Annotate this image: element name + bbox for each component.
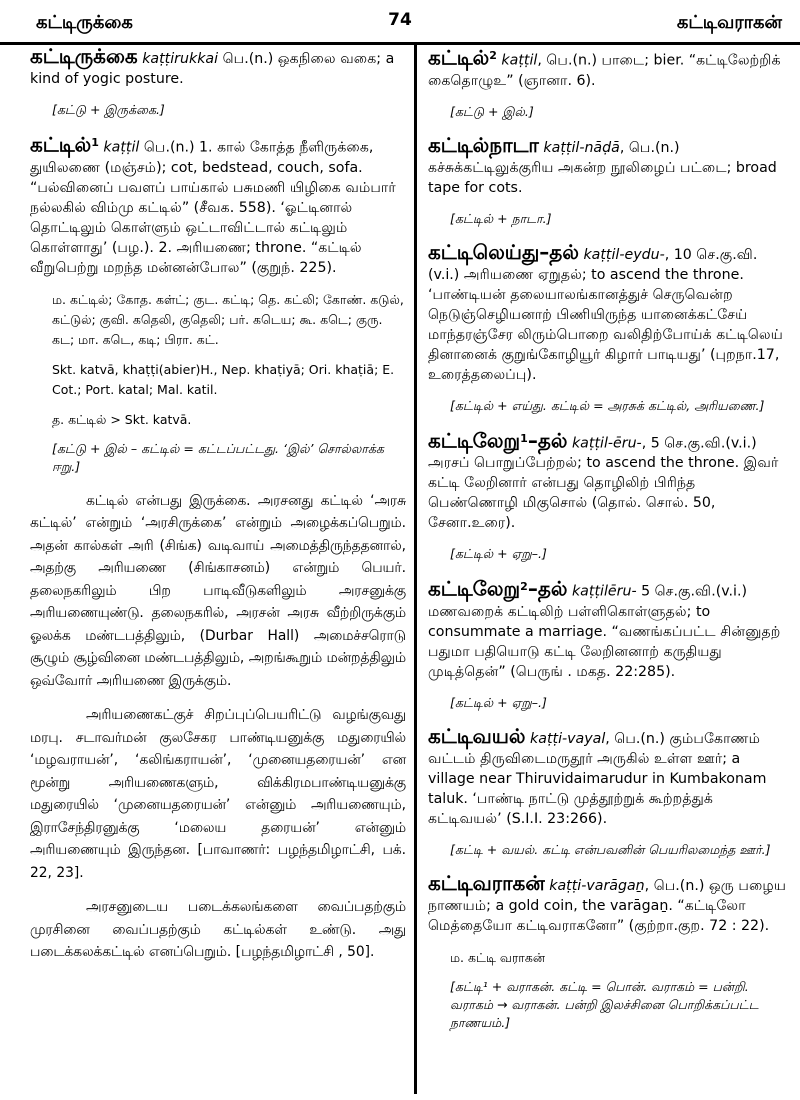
entry-kattilnada	[428, 132, 786, 198]
definition: , பெ.(n.) பாடை; bier. “கட்டிலேற்றிக் கைதொழுஉ” (ஞானா. 6).	[428, 52, 781, 89]
etymology: [கட்டு + இல்.]	[450, 103, 534, 119]
headword: கட்டிவயல்	[428, 724, 526, 749]
cognates: ம. கட்டி வராகன்	[450, 950, 545, 966]
definition: , பெ.(n.) கச்சுக்கட்டிலுக்குரிய அகன்ற நூலிழைப் பட்டை; broad tape for cots.	[428, 139, 777, 196]
entry-kattirukkai	[30, 46, 406, 89]
transliteration: kaṭṭil-eydu-	[583, 246, 665, 263]
etymology: [கட்டில் + எய்து. கட்டில் = அரசுக் கட்டில், அரியணை.]	[450, 397, 765, 413]
headword: கட்டிருக்கை	[30, 44, 138, 68]
note-paragraph-3: அரசனுடைய படைக்கலங்களை வைப்பதற்கும் முரசினை வைப்பதற்கும் கட்டில்கள் உண்டு. அது படைக்கலக்கட்டில் எனப்பெறும். [பழந்தமிழாட்சி , 50].	[30, 899, 406, 961]
headword-suffix: –தல்	[527, 577, 568, 602]
borrowing-note: த. கட்டில் > Skt. katvā.	[52, 411, 192, 427]
transliteration: kaṭṭirukkai	[142, 51, 219, 67]
etymology: [கட்டில் + ஏறு–.]	[450, 546, 547, 562]
etymology: [கட்டில் + ஏறு–.]	[450, 695, 547, 711]
cognates-indo-aryan: Skt. katvā, khaṭṭi(abier)H., Nep. khaṭiyā; Ori. khaṭiā; E. Cot.; Port. katal; Mal. katil.	[52, 361, 395, 397]
definition: பெ.(n.) 1. கால் கோத்த நீளிருக்கை, துயிலணை (மஞ்சம்); cot, bedstead, couch, sofa. “பல்வினைப் பவளப் பாய்கால் பசுமணி யிழிகை வம்பார் நல்லகில் விம்மு கட்டில்” (சீவக. 558). ‘ஓட்டினால் தொட்டிலும் கொள்ளும் ஒட்டாவிட்டால் கட்டிலும் கொள்ளாது’ (பழ.). 2. அரியணை; throne. “கட்டில் வீறுபெற்று மறந்த மன்னன்போல” (குறுந். 225).	[30, 139, 396, 276]
etymology: [கட்டி + வயல். கட்டி என்பவனின் பெயரிலமைந்த ஊர்.]	[450, 842, 771, 858]
column-divider	[414, 44, 417, 1094]
transliteration: kaṭṭi-vayal	[530, 731, 606, 748]
definition: , பெ.(n.) ஒரு பழைய நாணயம்; a gold coin, the varāgaṉ. “கட்டிலோ மெத்தையோ கட்டிவராகனோ” (குற்றா.குற. 72 : 22).	[428, 878, 786, 935]
etymology: [கட்டு + இருக்கை.]	[52, 102, 165, 117]
headword: கட்டிலேறு	[428, 428, 521, 453]
entry-kattileru-1	[428, 429, 786, 534]
etymology: [கட்டி¹ + வராகன். கட்டி = பொன். வராகம் = பன்றி. வராகம் → வராகன். பன்றி இலச்சினை பொறிக்கப்பட்ட நாணயம்.]	[450, 979, 759, 1031]
note-paragraph-1: கட்டில் என்பது இருக்கை. அரசனது கட்டில் ‘அரசு கட்டில்’ என்றும் ‘அரசிருக்கை’ என்றும் அழைக்கப்பெறும். அதன் கால்கள் அரி (சிங்க) வடிவாய் அமைத்திருந்ததனால், அதற்கு அரியணை (சிங்காசனம்) என்றும் பெயர். தலைநகரிலும் பிற பாடிவீடுகளிலும் அரசனுக்கு அரியணையுண்டு. தலைநகரில், அரசன் அரசு வீற்றிருக்கும் ஓலக்க மண்டபத்திலும், (Durbar Hall) அமைச்சரொடு சூழும் சூழ்வினை மண்டபத்திலும், அறங்கூறும் மன்றத்திலும் ஒவ்வோர் அரியணை இருக்கும்.	[30, 492, 406, 689]
etymology: [கட்டு + இல் – கட்டில் = கட்டப்பட்டது. ‘இல்’ சொல்லாக்க ஈறு.]	[52, 440, 384, 474]
note-paragraph-2: அரியணைகட்குச் சிறப்புப்பெயரிட்டு வழங்குவது மரபு. சடாவர்மன் குலசேகர பாண்டியனுக்கு மதுரையில் ‘மழவராயன்’, ‘கலிங்கராயன்’, ‘முனையதரையன்’ என மூன்று அரியணைகளும், விக்கிரமபாண்டியனுக்கு மதுரையில் ‘முனையதரையன்’ என்னும் அரியணையும், இராசேந்திரனுக்கு ‘மலைய தரையன்’ என்னும் அரியணையும் இருந்தன. [பாவாணர்: பழந்தமிழாட்சி, பக். 22, 23].	[30, 707, 406, 881]
entry-kattileydu	[428, 239, 786, 385]
entry-kattileru-2	[428, 577, 786, 682]
transliteration: kaṭṭilēru-	[571, 584, 637, 601]
headword: கட்டில்நாடா	[428, 132, 539, 157]
entry-kattil-2	[428, 46, 786, 91]
transliteration: kaṭṭil-ēru-	[571, 435, 642, 452]
transliteration: kaṭṭil	[103, 139, 140, 156]
headword: கட்டிலெய்து–தல்	[428, 239, 579, 264]
headword: கட்டிவராகன்	[428, 871, 545, 896]
left-column	[30, 46, 406, 976]
etymology: [கட்டில் + நாடா.]	[450, 210, 552, 226]
entry-kattil-1	[30, 133, 406, 278]
homograph-number: 1	[91, 136, 99, 149]
entry-kattivayal	[428, 726, 786, 829]
homograph-number: 2	[489, 49, 497, 62]
headword: கட்டில்	[428, 45, 490, 70]
homograph-number: 1	[520, 431, 528, 445]
transliteration: kaṭṭil-nāḍā	[543, 139, 620, 156]
definition: , 5 செ.கு.வி.(v.i.) அரசப் பொறுப்பேற்றல்; to ascend the throne. இவர் கட்டி லேறினார் என்பது தொழிலிற் பிரிந்த பெண்ணொழி மிகுசொல் (தொல். சொல். 50, சேனா.உரை).	[428, 435, 779, 532]
page-header	[0, 6, 800, 45]
transliteration: kaṭṭil	[501, 52, 538, 69]
header-left-guideword: கட்டிருக்கை	[36, 12, 133, 33]
cognates-dravidian: ம. கட்டில்; கோத. கள்ட்; குட. கட்டி; தெ. கட்லி; கோண். கடுல், கட்டுல்; குவி. கதெலி, குதெலி; பர். கடெய; கூ. கடெ; குரு. கட; மா. கடெ, கடி; பிரா. கட்.	[52, 291, 404, 347]
definition: , பெ.(n.) கும்பகோணம் வட்டம் திருவிடைமருதூர் அருகில் உள்ள ஊர்; a village near Thiruvidaimarudur in Kumbakonam taluk. ‘பாண்டி நாட்டு முத்தூற்றுக் கூற்றத்துக் கட்டிவயல்’ (S.I.I. 23:266).	[428, 731, 767, 828]
headword: கட்டில்	[30, 132, 92, 157]
definition: 5 செ.கு.வி.(v.i.) மணவறைக் கட்டிலிற் பள்ளிகொள்ளுதல்; to consummate a marriage. “வணங்கப்பட்ட சின்னுதற் பதுமா பதியொடு கட்டி லேறினனாற் கருதியது முடித்தென்” (பெருங் . மகத. 22:285).	[428, 584, 781, 681]
headword-suffix: –தல்	[527, 428, 568, 453]
homograph-number: 2	[520, 580, 528, 594]
right-column	[428, 46, 786, 1046]
header-right-guideword: கட்டிவராகன்	[676, 12, 782, 33]
definition: பெ.(n.) ஒகநிலை வகை; a kind of yogic posture.	[30, 51, 395, 87]
entry-kattivaragan	[428, 873, 786, 936]
headword: கட்டிலேறு	[428, 577, 521, 602]
definition: , 10 செ.கு.வி.(v.i.) அரியணை ஏறுதல்; to ascend the throne. ‘பாண்டியன் தலையாலங்கானத்துச் செருவென்ற நெடுஞ்செழியனாற் பிணியிருந்த யானைக்கட்சேய் மாந்தரஞ்சேர லிரும்பொறை வலிதிற்போய்க் கட்டிலெய் தினானைக் குறுங்கோழியூர் கிழார் பாடியது’ (புறநா.17, உரைத்தலைப்பு).	[428, 246, 783, 383]
page-number: 74	[388, 10, 412, 30]
transliteration: kaṭṭi-varāgaṉ	[549, 878, 645, 895]
